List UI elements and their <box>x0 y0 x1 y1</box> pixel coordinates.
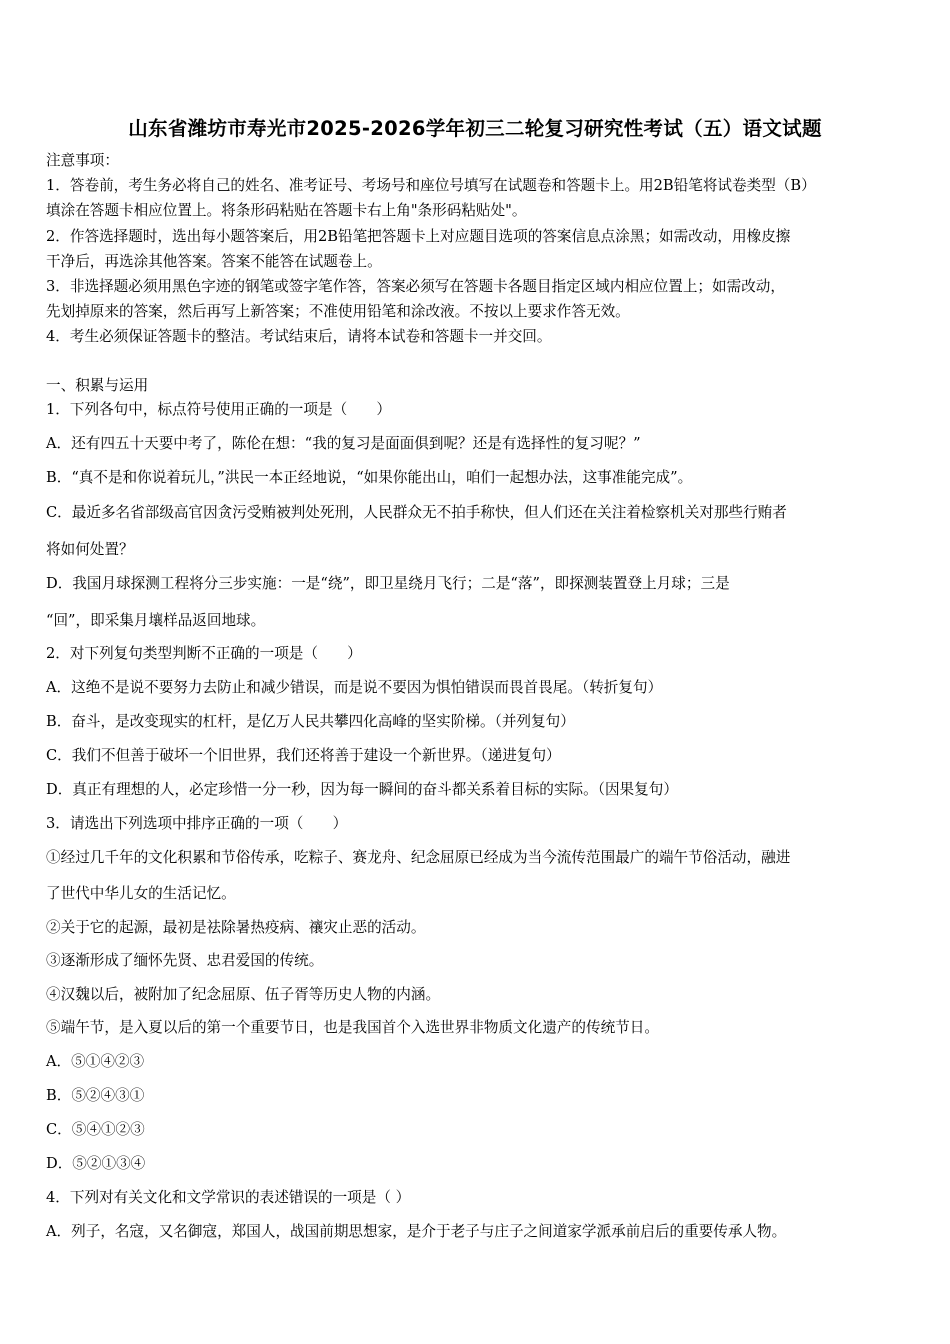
option-a: A．⑤①④②③ <box>46 1053 145 1070</box>
sentence-3: ③逐渐形成了缅怀先贤、忠君爱国的传统。 <box>46 952 324 969</box>
option-a: A．这绝不是说不要努力去防止和减少错误，而是说不要因为惧怕错误而畏首畏尾。（转折复句） <box>46 679 663 696</box>
sentence-4: ④汉魏以后，被附加了纪念屈原、伍子胥等历史人物的内涵。 <box>46 986 441 1003</box>
notice-line: 1．答卷前，考生务必将自己的姓名、准考证号、考场号和座位号填写在试题卷和答题卡上。用2B铅笔将试卷类型（B） <box>46 177 816 194</box>
question-stem: 1．下列各句中，标点符号使用正确的一项是（ ） <box>46 401 391 418</box>
option-b: B．奋斗，是改变现实的杠杆，是亿万人民共攀四化高峰的坚实阶梯。（并列复句） <box>46 713 575 730</box>
option-a: A．列子，名寇，又名御寇，郑国人，战国前期思想家，是介于老子与庄子之间道家学派承前启后的重要传承人物。 <box>46 1223 787 1240</box>
notice-line: 4．考生必须保证答题卡的整洁。考试结束后，请将本试卷和答题卡一并交回。 <box>46 328 552 345</box>
notice-line: 2．作答选择题时，选出每小题答案后，用2B铅笔把答题卡上对应题目选项的答案信息点涂黑；如需改动，用橡皮擦 <box>46 228 791 245</box>
sentence-5: ⑤端午节，是入夏以后的第一个重要节日，也是我国首个入选世界非物质文化遗产的传统节日。 <box>46 1019 659 1036</box>
option-a: A．还有四五十天要中考了，陈伦在想：“我的复习是面面俱到呢？还是有选择性的复习呢？” <box>46 435 641 452</box>
option-c-continued: 将如何处置？ <box>46 541 134 558</box>
option-d: D．我国月球探测工程将分三步实施：一是“绕”，即卫星绕月飞行；二是“落”，即探测装置登上月球；三是 <box>46 575 730 592</box>
option-b: B．⑤②④③① <box>46 1087 145 1104</box>
section-heading: 一、积累与运用 <box>46 377 149 394</box>
option-c: C．我们不但善于破坏一个旧世界，我们还将善于建设一个新世界。（递进复句） <box>46 747 561 764</box>
question-stem: 4．下列对有关文化和文学常识的表述错误的一项是（ ） <box>46 1189 411 1206</box>
option-d: D．真正有理想的人，必定珍惜一分一秒，因为每一瞬间的奋斗都关系着目标的实际。（因果复句） <box>46 781 678 798</box>
notice-line: 填涂在答题卡相应位置上。将条形码粘贴在答题卡右上角"条形码粘贴处"。 <box>46 202 527 219</box>
option-c: C．⑤④①②③ <box>46 1121 145 1138</box>
notice-line: 干净后，再选涂其他答案。答案不能答在试题卷上。 <box>46 253 382 270</box>
option-d: D．⑤②①③④ <box>46 1155 146 1172</box>
notice-heading: 注意事项： <box>46 152 119 169</box>
option-d-continued: “回”，即采集月壤样品返回地球。 <box>46 612 266 629</box>
notice-line: 先划掉原来的答案，然后再写上新答案；不准使用铅笔和涂改液。不按以上要求作答无效。 <box>46 303 630 320</box>
option-b: B．“真不是和你说着玩儿，”洪民一本正经地说，“如果你能出山，咱们一起想办法，这事准能完成”。 <box>46 469 693 486</box>
question-stem: 3．请选出下列选项中排序正确的一项（ ） <box>46 815 348 832</box>
notice-line: 3．非选择题必须用黑色字迹的钢笔或签字笔作答，答案必须写在答题卡各题目指定区域内相应位置上；如需改动， <box>46 278 785 295</box>
option-c: C．最近多名省部级高官因贪污受贿被判处死刑，人民群众无不拍手称快，但人们还在关注着检察机关对那些行贿者 <box>46 504 787 521</box>
sentence-1-continued: 了世代中华儿女的生活记忆。 <box>46 885 236 902</box>
sentence-2: ②关于它的起源，最初是祛除暑热疫病、禳灾止恶的活动。 <box>46 919 426 936</box>
page-title: 山东省潍坊市寿光市2025-2026学年初三二轮复习研究性考试（五）语文试题 <box>128 117 822 140</box>
question-stem: 2．对下列复句类型判断不正确的一项是（ ） <box>46 645 362 662</box>
sentence-1: ①经过几千年的文化积累和节俗传承，吃粽子、赛龙舟、纪念屈原已经成为当今流传范围最广的端午节俗活动，融进 <box>46 849 791 866</box>
